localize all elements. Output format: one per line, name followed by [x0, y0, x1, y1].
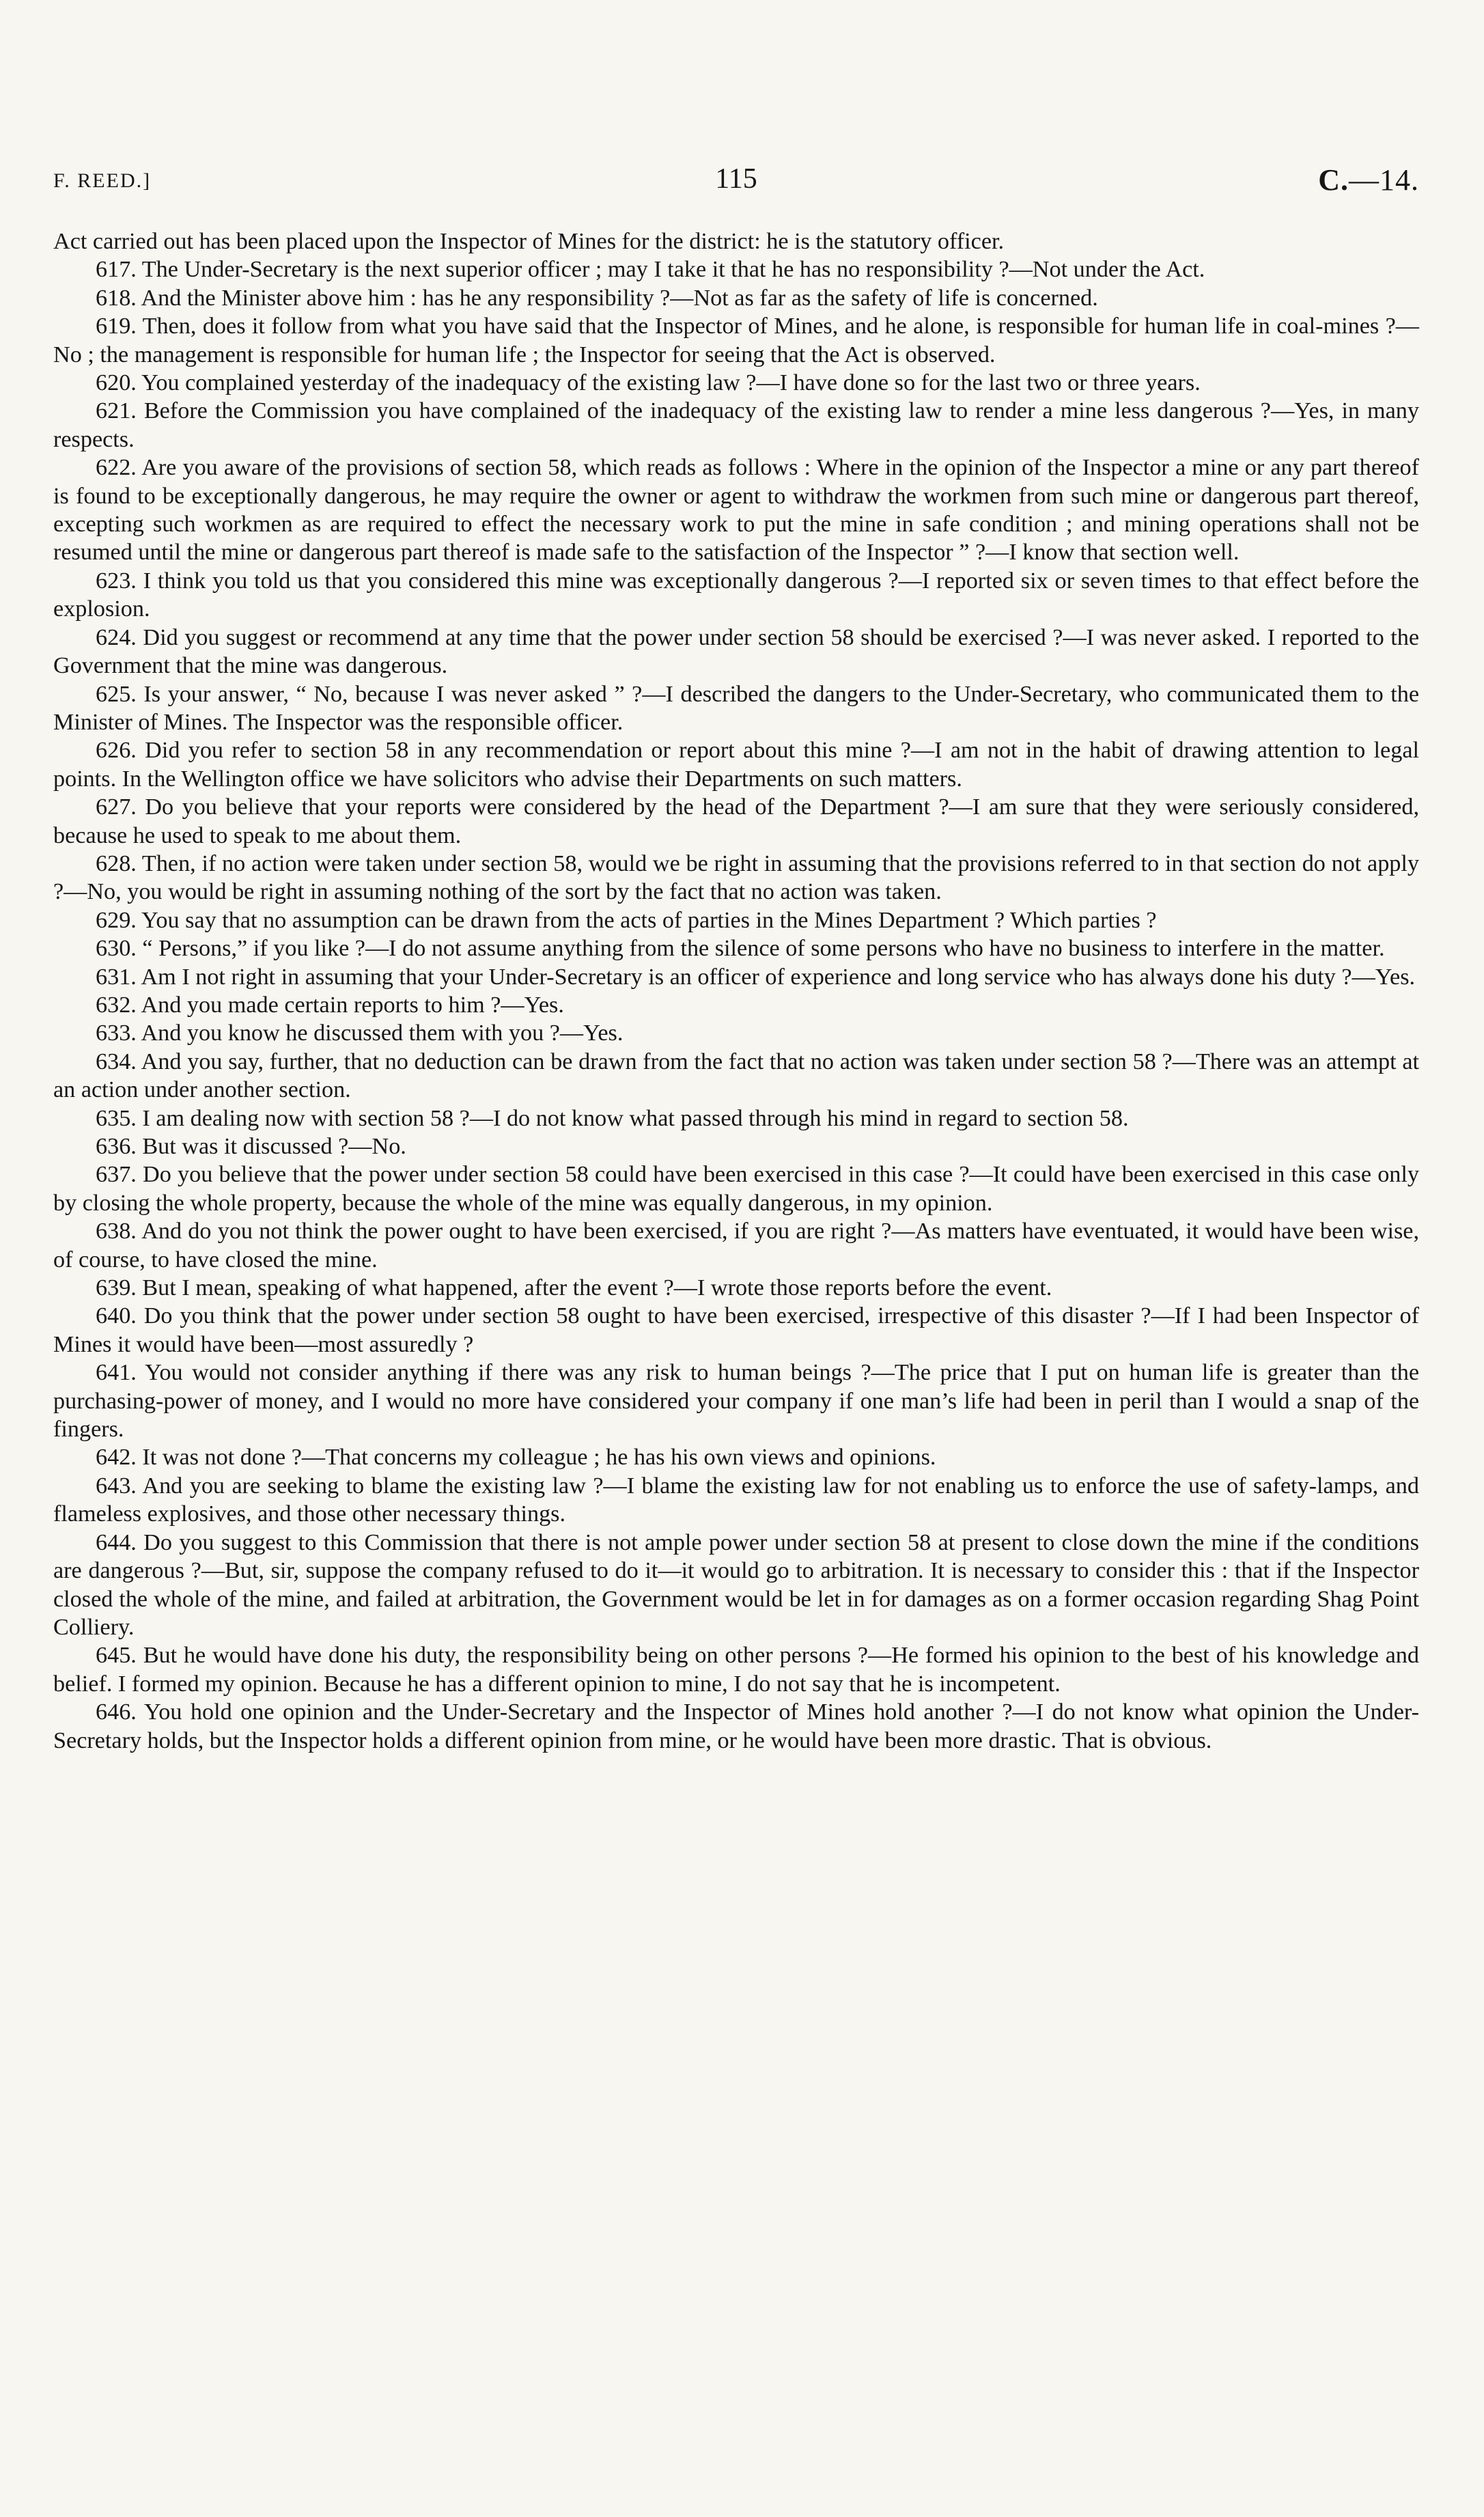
question-637: 637. Do you believe that the power under section 58 could have been exercised in this case ?—It could have been exercised in this case only by closing the whole property, because the whole of the mine was equally dangerous, in my opinion.	[53, 1162, 1419, 1216]
question-617: 617. The Under-Secretary is the next superior officer ; may I take it that he has no responsibility ?—Not under the Act.	[96, 257, 1205, 283]
question-628: 628. Then, if no action were taken under section 58, would we be right in assuming that the provisions referred to in that section do not apply ?—No, you would be right in assuming nothing of the sort by the fact that no action was taken.	[53, 850, 1419, 905]
question-645: 645. But he would have done his duty, the responsibility being on other persons ?—He formed his opinion to the best of his knowledge and belief. I formed my opinion. Because he has a different opinion to mine, I do not say that he is incompetent.	[53, 1643, 1419, 1697]
question-621: 621. Before the Commission you have complained of the inadequacy of the existing law to render a mine less dangerous ?—Yes, in many respects.	[53, 398, 1419, 452]
question-639: 639. But I mean, speaking of what happened, after the event ?—I wrote those reports before the event.	[96, 1275, 1052, 1301]
question-643: 643. And you are seeking to blame the existing law ?—I blame the existing law for not enabling us to enforce the use of safety-lamps, and flameless explosives, and those other necessary things.	[53, 1473, 1419, 1527]
paper-reference-prefix: C.	[1318, 163, 1349, 197]
question-627: 627. Do you believe that your reports were considered by the head of the Department ?—I am sure that they were seriously considered, because he used to speak to me about them.	[53, 794, 1419, 848]
question-646: 646. You hold one opinion and the Under-Secretary and the Inspector of Mines hold another ?—I do not know what opinion the Under-Secretary holds, but the Inspector holds a different opinion from mine, or he would have been more drastic. That is obvious.	[53, 1699, 1419, 1753]
question-641: 641. You would not consider anything if there was any risk to human beings ?—The price that I put on human life is greater than the purchasing-power of money, and I would no more have considered your company if one man’s life had been in peril than I would a snap of the fingers.	[53, 1360, 1419, 1443]
question-634: 634. And you say, further, that no deduction can be drawn from the fact that no action was taken under section 58 ?—There was an attempt at an action under another section.	[53, 1048, 1419, 1103]
question-638: 638. And do you not think the power ought to have been exercised, if you are right ?—As matters have eventuated, it would have been wise, of course, to have closed the mine.	[53, 1219, 1419, 1273]
question-622: 622. Are you aware of the provisions of section 58, which reads as follows : Where in the opinion of the Inspector a mine or any part thereof is found to be exceptionally dangerous, he may require the owner or agent to withdraw the workmen from such mine or dangerous part thereof, excepting such workmen as are required to effect the necessary work to put the mine in safe condition ; and mining operations shall not be resumed until the mine or dangerous part thereof is made safe to the satisfaction of the Inspector ” ?—I know that section well.	[53, 455, 1419, 566]
question-642: 642. It was not done ?—That concerns my colleague ; he has his own views and opinions.	[96, 1445, 936, 1471]
question-629: 629. You say that no assumption can be drawn from the acts of parties in the Mines Department ? Which parties ?	[96, 907, 1157, 933]
question-618: 618. And the Minister above him : has he any responsibility ?—Not as far as the safety of life is concerned.	[96, 285, 1098, 311]
question-632: 632. And you made certain reports to him ?—Yes.	[96, 992, 564, 1018]
question-620: 620. You complained yesterday of the inadequacy of the existing law ?—I have done so for the last two or three years.	[96, 370, 1201, 396]
question-623: 623. I think you told us that you considered this mine was exceptionally dangerous ?—I reported six or seven times to that effect before the explosion.	[53, 568, 1419, 622]
question-630: 630. “ Persons,” if you like ?—I do not assume anything from the silence of some persons who have no business to interfere in the matter.	[96, 936, 1385, 962]
question-636: 636. But was it discussed ?—No.	[96, 1134, 406, 1159]
question-624: 624. Did you suggest or recommend at any time that the power under section 58 should be exercised ?—I was never asked. I reported to the Government that the mine was dangerous.	[53, 624, 1419, 679]
running-header	[53, 163, 1419, 204]
question-640: 640. Do you think that the power under section 58 ought to have been exercised, irrespective of this disaster ?—If I had been Inspector of Mines it would have been—most assuredly ?	[53, 1303, 1419, 1357]
question-619: 619. Then, does it follow from what you have said that the Inspector of Mines, and he alone, is responsible for human life in coal-mines ?—No ; the management is responsible for human life ; the Inspector for seeing that the Act is observed.	[53, 314, 1419, 367]
question-626: 626. Did you refer to section 58 in any recommendation or report about this mine ?—I am not in the habit of drawing attention to legal points. In the Wellington office we have solicitors who advise their Departments on such matters.	[53, 738, 1419, 792]
question-625: 625. Is your answer, “ No, because I was never asked ” ?—I described the dangers to the Under-Secretary, who communicated them to the Minister of Mines. The Inspector was the responsible officer.	[53, 681, 1419, 735]
paragraph-continuation: Act carried out has been placed upon the Inspector of Mines for the district: he is the statutory officer.	[53, 229, 1005, 254]
witness-name: F. REED.]	[53, 169, 152, 192]
page-number: 115	[715, 163, 757, 195]
evidence-text	[53, 227, 1419, 1755]
question-631: 631. Am I not right in assuming that your Under-Secretary is an officer of experience and long service who has always done his duty ?—Yes.	[96, 964, 1416, 990]
question-633: 633. And you know he discussed them with you ?—Yes.	[96, 1020, 624, 1046]
paper-reference	[1318, 163, 1419, 197]
paper-reference-suffix: —14.	[1349, 163, 1419, 197]
question-635: 635. I am dealing now with section 58 ?—I do not know what passed through his mind in regard to section 58.	[96, 1105, 1129, 1131]
question-644: 644. Do you suggest to this Commission that there is not ample power under section 58 at present to close down the mine if the conditions are dangerous ?—But, sir, suppose the company refused to do it—it would go to arbitration. It is necessary to consider this : that if the Inspector closed the whole of the mine, and failed at arbitration, the Government would be let in for damages as on a former occasion regarding Shag Point Colliery.	[53, 1529, 1419, 1640]
